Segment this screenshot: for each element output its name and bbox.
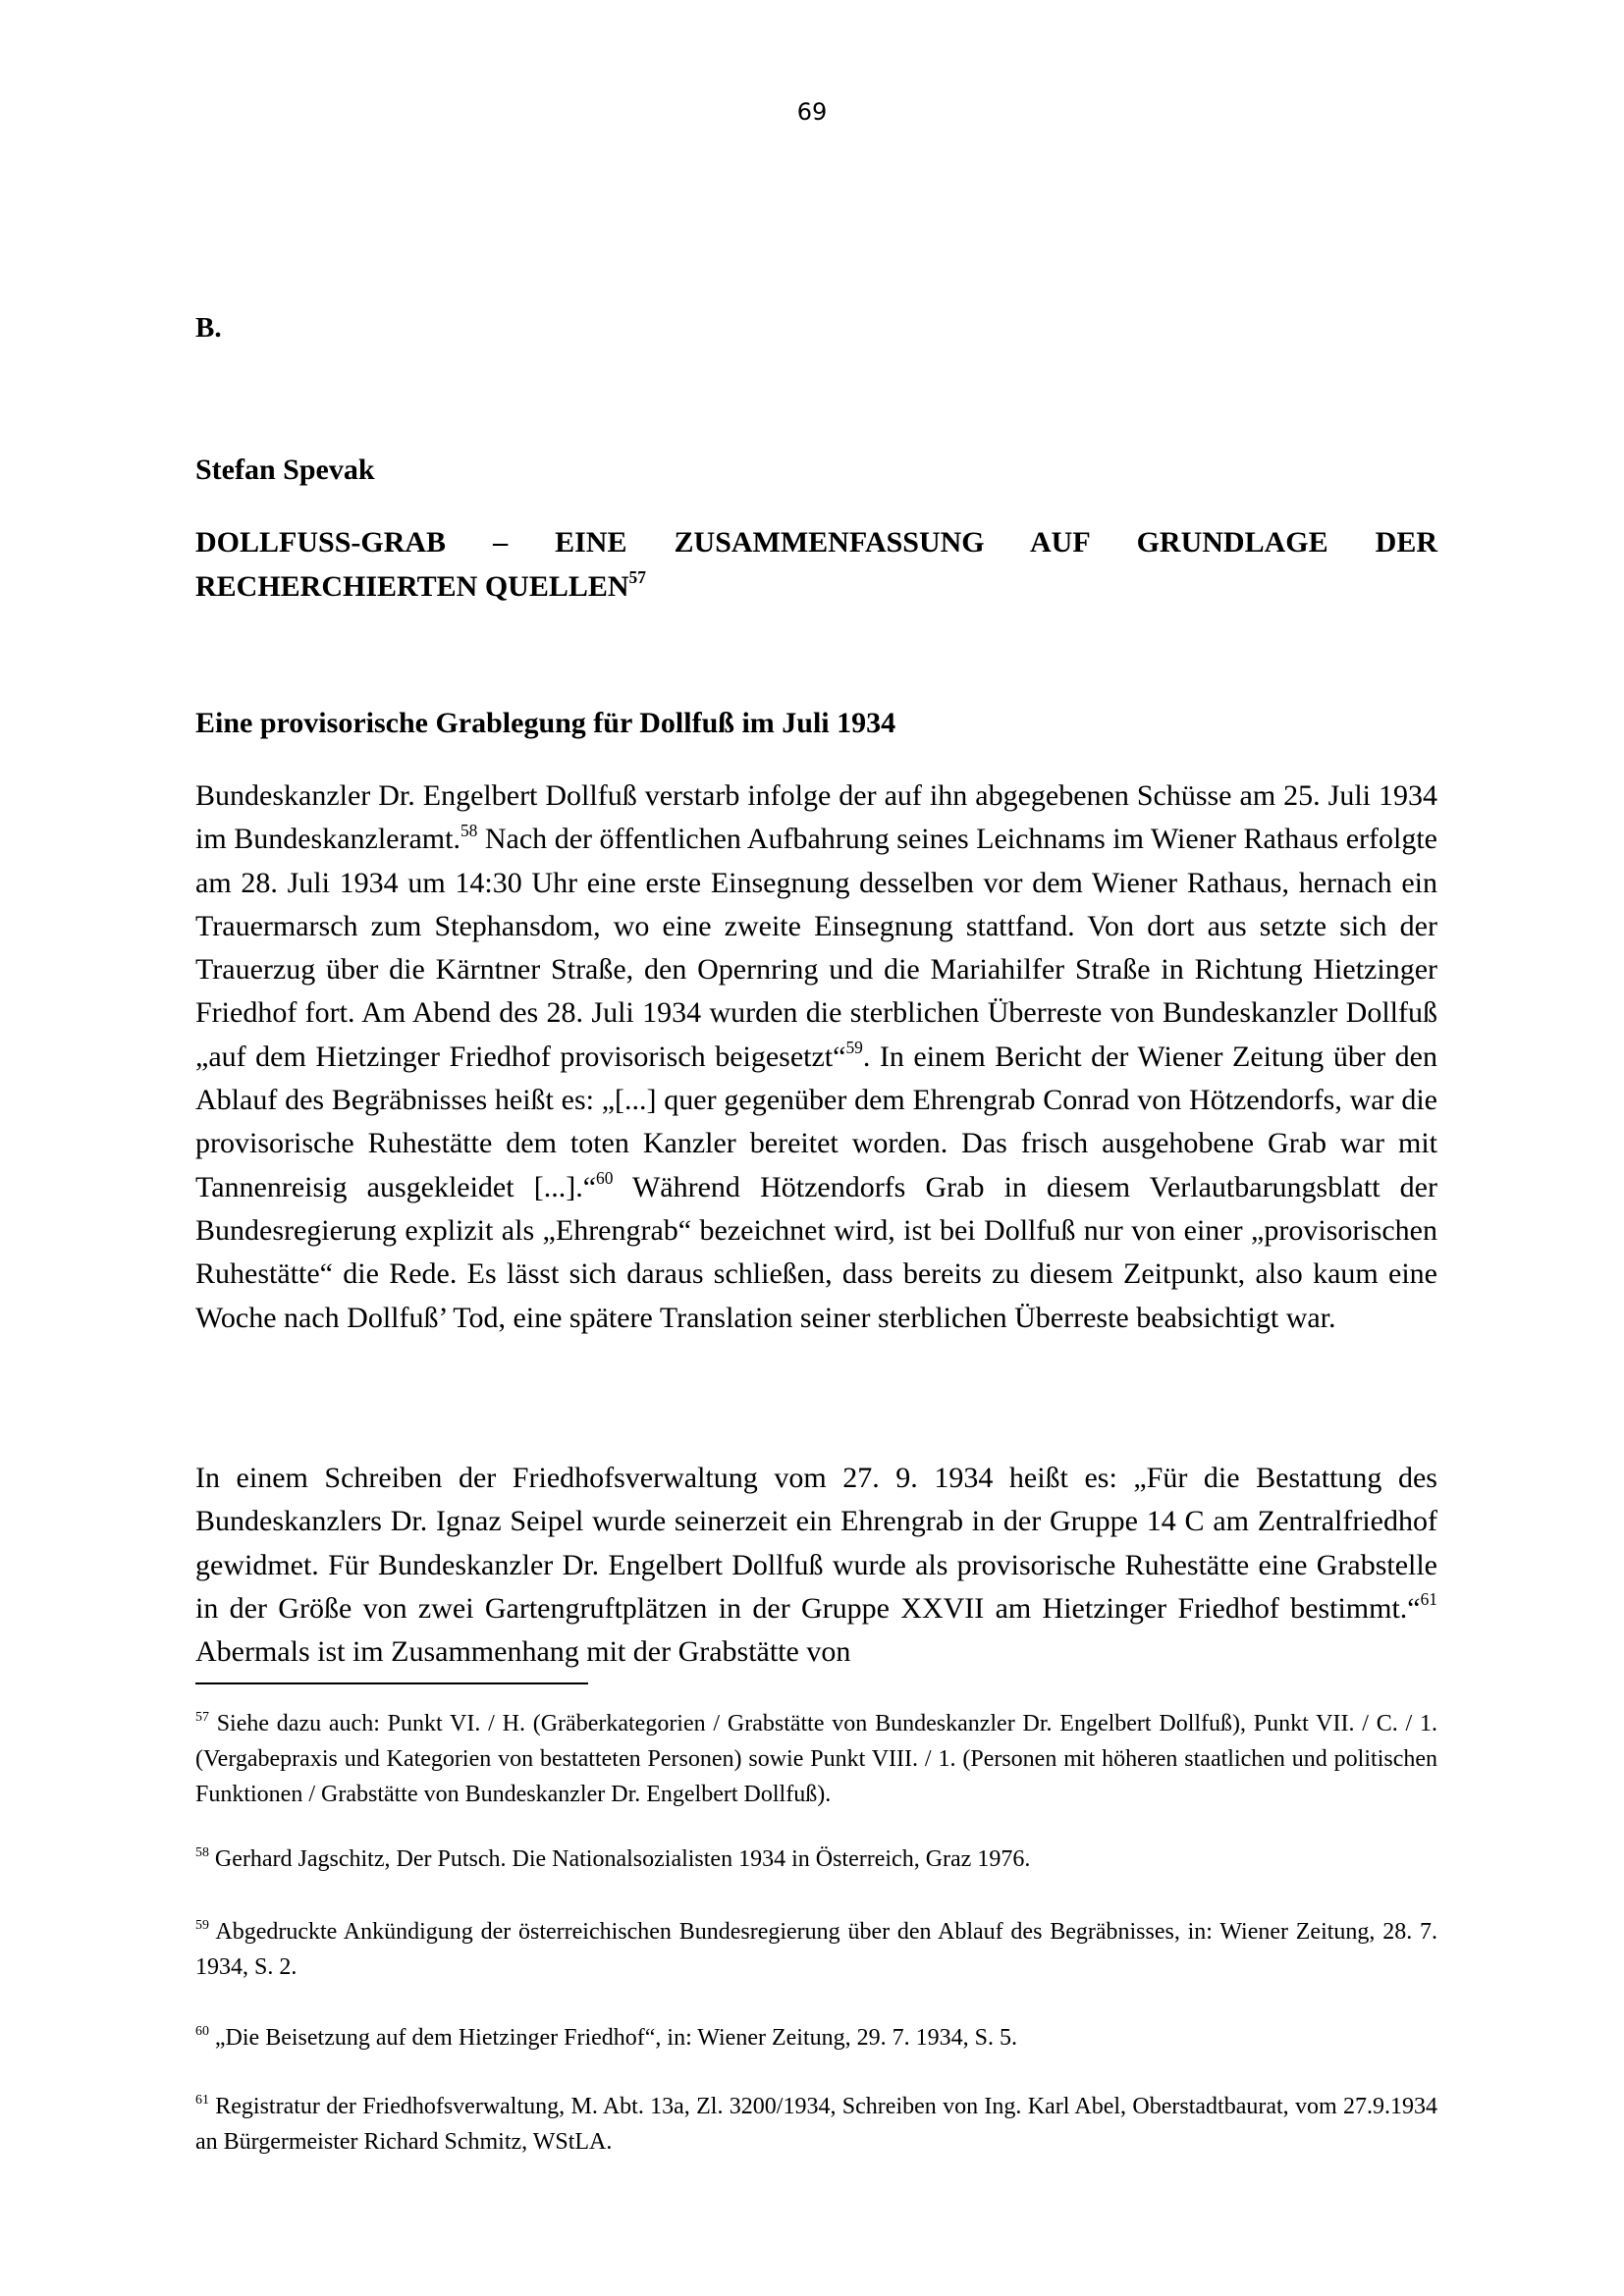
footnote-60 [195,2020,1437,2056]
footnote-ref-59[interactable]: 59 [845,1038,863,1058]
page-number: 69 [796,98,828,126]
footnote-number: 61 [195,2092,209,2108]
body-paragraph-1 [195,774,1437,1340]
paragraph-text: Abermals ist im Zusammenhang mit der Grabstätte von [195,1635,851,1669]
paragraph-text: . In einem Bericht der Wiener Zeitung über den Ablauf des Begräbnisses heißt es: „[...] quer gegenüber dem Ehrengrab Conrad von Hötzendorfs, war die provisorische Ruhestätte dem toten Kanzler bereitet worden. Das frisch ausgehobene Grab war mit Tannenreisig ausgekleidet [...].“ [195,1040,1437,1203]
footnote-text: Registratur der Friedhofsverwaltung, M. Abt. 13a, Zl. 3200/1934, Schreiben von Ing. Karl Abel, Oberstadtbaurat, vom 27.9.1934 an Bürgermeister Richard Schmitz, WStLA. [195,2094,1437,2155]
chapter-title-text: DOLLFUSS-GRAB – EINE ZUSAMMENFASSUNG AUF GRUNDLAGE DER RECHERCHIERTEN QUELLEN [195,526,1437,603]
footnote-ref-61[interactable]: 61 [1420,1589,1437,1610]
footnote-number: 60 [195,2023,209,2039]
footnote-57 [195,1706,1437,1812]
body-paragraph-2 [195,1457,1437,1674]
footnote-number: 59 [195,1917,209,1933]
footnote-ref-60[interactable]: 60 [596,1168,614,1189]
footnote-number: 58 [195,1844,209,1860]
chapter-title [195,520,1437,609]
footnote-61 [195,2089,1437,2160]
section-letter: B. [195,312,222,344]
author-name: Stefan Spevak [195,454,375,486]
paragraph-text: Bundeskanzler Dr. Engelbert Dollfuß verstarb infolge der auf ihn abgegebenen Schüsse am 25. Juli 1934 im Bundeskanzleramt. [195,779,1437,856]
footnote-text: Gerhard Jagschitz, Der Putsch. Die Nationalsozialisten 1934 in Österreich, Graz 1976. [208,1846,1031,1872]
footnote-separator [195,1682,588,1684]
footnote-text: Siehe dazu auch: Punkt VI. / H. (Gräberkategorien / Grabstätte von Bundeskanzler Dr. Engelbert Dollfuß), Punkt VII. / C. / 1. (Vergabepraxis und Kategorien von bestatteten Personen) sowie Punkt VIII. / 1. (Personen mit höheren staatlichen und politischen Funktionen / Grabstätte von Bundeskanzler Dr. Engelbert Dollfuß). [195,1711,1437,1807]
paragraph-text: Nach der öffentlichen Aufbahrung seines Leichnams im Wiener Rathaus erfolgte am 28. Juli 1934 um 14:30 Uhr eine erste Einsegnung desselben vor dem Wiener Rathaus, hernach ein Trauermarsch zum Stephansdom, wo eine zweite Einsegnung stattfand. Von dort aus setzte sich der Trauerzug über die Kärntner Straße, den Opernring und die Mariahilfer Straße in Richtung Hietzinger Friedhof fort. Am Abend des 28. Juli 1934 wurden die sterblichen Überreste von Bundeskanzler Dollfuß „auf dem Hietzinger Friedhof provisorisch beigesetzt“ [195,823,1438,1073]
footnote-number: 57 [195,1709,209,1725]
paragraph-text: Während Hötzendorfs Grab in diesem Verlautbarungsblatt der Bundesregierung explizit als „Ehrengrab“ bezeichnet wird, ist bei Dollfuß nur von einer „provisorischen Ruhestätte“ die Rede. Es lässt sich daraus schließen, dass bereits zu diesem Zeitpunkt, also kaum eine Woche nach Dollfuß’ Tod, eine spätere Translation seiner sterblichen Überreste beabsichtigt war. [195,1170,1437,1334]
paragraph-text: In einem Schreiben der Friedhofsverwaltung vom 27. 9. 1934 heißt es: „Für die Bestattung des Bundeskanzlers Dr. Ignaz Seipel wurde seinerzeit ein Ehrengrab in der Gruppe 14 C am Zentralfriedhof gewidmet. Für Bundeskanzler Dr. Engelbert Dollfuß wurde als provisorische Ruhestätte eine Grabstelle in der Größe von zwei Gartengruftplätzen in der Gruppe XXVII am Hietzinger Friedhof bestimmt.“ [195,1462,1437,1625]
footnote-58 [195,1842,1437,1877]
footnote-text: „Die Beisetzung auf dem Hietzinger Friedhof“, in: Wiener Zeitung, 29. 7. 1934, S. 5. [208,2025,1017,2051]
footnote-59 [195,1914,1437,1985]
section-subheading: Eine provisorische Grablegung für Dollfuß im Juli 1934 [195,707,896,739]
footnote-text: Abgedruckte Ankündigung der österreichischen Bundesregierung über den Ablauf des Begräbnisses, in: Wiener Zeitung, 28. 7. 1934, S. 2. [195,1919,1437,1980]
footnote-ref-57[interactable]: 57 [628,567,646,588]
footnote-ref-58[interactable]: 58 [460,820,478,840]
